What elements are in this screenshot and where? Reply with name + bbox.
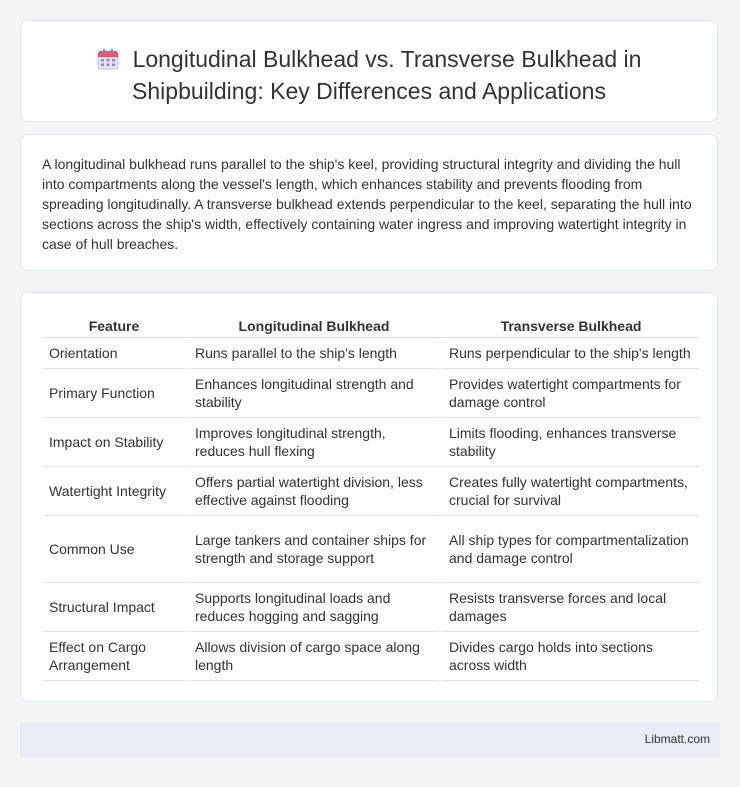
table-cell: Offers partial watertight division, less effective against flooding (185, 467, 439, 516)
table-cell: Structural Impact (43, 583, 185, 632)
comparison-table (43, 313, 699, 681)
table-row (43, 632, 699, 681)
footer (20, 723, 720, 757)
table-cell: Improves longitudinal strength, reduces hull flexing (185, 418, 439, 467)
summary-text: A longitudinal bulkhead runs parallel to the ship's keel, providing structural integrity and dividing the hull into compartments along the vessel's length, which enhances stability and prevents flooding from spreading longitudinally. A transverse bulkhead extends perpendicular to the keel, separating the hull into sections across the ship's width, effectively containing water ingress and improving watertight integrity in case of hull breaches. (42, 156, 692, 252)
footer-site[interactable]: Libmatt.com (644, 732, 710, 746)
table-header-row (43, 313, 699, 338)
table-cell: Watertight Integrity (43, 467, 185, 516)
table-cell: Effect on Cargo Arrangement (43, 632, 185, 681)
table-cell: Limits flooding, enhances transverse stability (439, 418, 699, 467)
table-row (43, 338, 699, 369)
table-cell: Impact on Stability (43, 418, 185, 467)
table-row (43, 516, 699, 583)
table-cell: Enhances longitudinal strength and stability (185, 369, 439, 418)
title-line-1: Longitudinal Bulkhead vs. Transverse Bulkhead in (132, 46, 642, 72)
table-cell: Allows division of cargo space along length (185, 632, 439, 681)
title-line-2: Shipbuilding: Key Differences and Applications (132, 78, 606, 104)
table-row (43, 418, 699, 467)
header-longitudinal: Longitudinal Bulkhead (185, 313, 439, 338)
table-cell: Runs parallel to the ship's length (185, 338, 439, 369)
table-cell: Supports longitudinal loads and reduces hogging and sagging (185, 583, 439, 632)
title-card (20, 20, 718, 122)
table-cell: Common Use (43, 516, 185, 583)
header-feature: Feature (43, 313, 185, 338)
page-title (21, 45, 717, 106)
calendar-icon (97, 48, 119, 77)
table-cell: Creates fully watertight compartments, crucial for survival (439, 467, 699, 516)
table-cell: Provides watertight compartments for damage control (439, 369, 699, 418)
table-row (43, 369, 699, 418)
table-cell: Orientation (43, 338, 185, 369)
table-cell: Primary Function (43, 369, 185, 418)
table-cell: Resists transverse forces and local damages (439, 583, 699, 632)
table-cell: All ship types for compartmentalization and damage control (439, 516, 699, 583)
table-row (43, 467, 699, 516)
comparison-card (20, 292, 718, 702)
table-cell: Divides cargo holds into sections across width (439, 632, 699, 681)
table-cell: Large tankers and container ships for strength and storage support (185, 516, 439, 583)
header-transverse: Transverse Bulkhead (439, 313, 699, 338)
summary-card (20, 134, 718, 271)
table-cell: Runs perpendicular to the ship's length (439, 338, 699, 369)
table-row (43, 583, 699, 632)
